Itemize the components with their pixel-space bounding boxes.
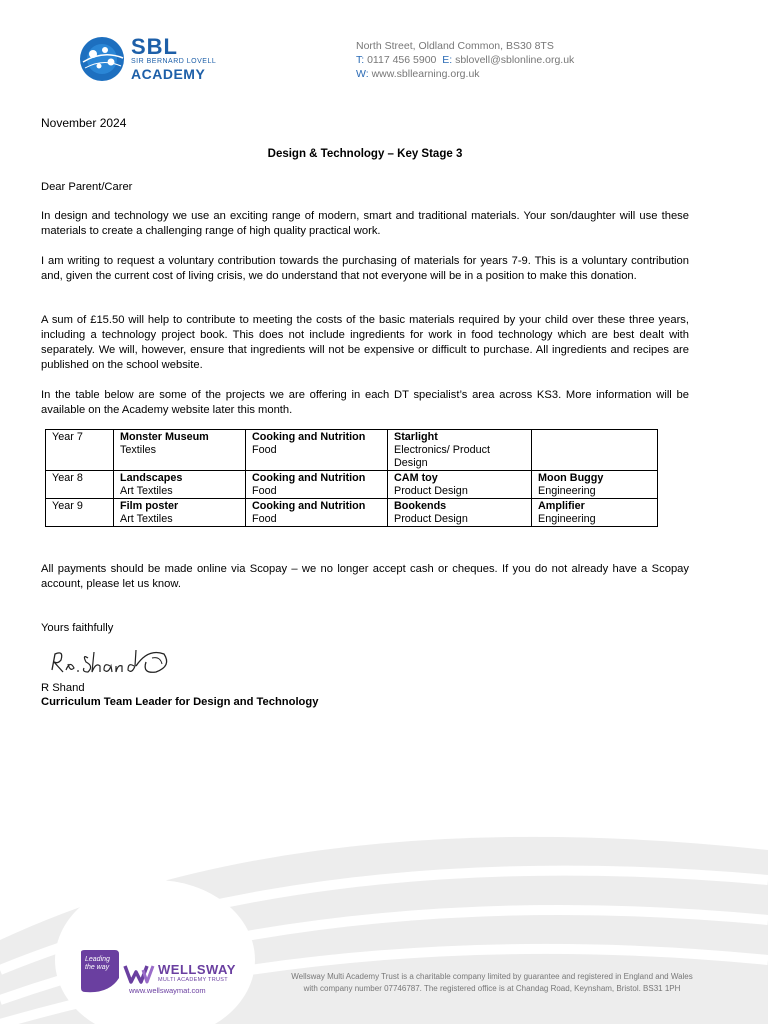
project-cell — [388, 471, 532, 499]
wellsway-name: WELLSWAY — [158, 962, 236, 977]
logo-subtitle: SIR BERNARD LOVELL — [131, 58, 217, 65]
table-row — [46, 430, 658, 471]
wellsway-subtitle: MULTI ACADEMY TRUST — [158, 977, 228, 983]
project-title: Monster Museum — [120, 431, 209, 443]
project-title: Moon Buggy — [538, 472, 604, 484]
project-subject: Textiles — [120, 444, 157, 456]
project-cell — [388, 430, 532, 471]
signature-image — [48, 644, 178, 678]
paragraph-2: I am writing to request a voluntary contribution towards the purchasing of materials for years 7-9. This is a voluntary contribution and, given the current cost of living crisis, we do understand that not everyone will be in a position to make this donation. — [41, 255, 689, 282]
footer-legal-line-2: with company number 07746787. The registered office is at Chandag Road, Keynsham, Bristol. BS31 1PH — [303, 984, 681, 993]
paragraph-3: A sum of £15.50 will help to contribute to meeting the costs of the basic materials required by your child over these three years, including a technology project book. This does not include ingredients for work in food technology which are best dealt with separately. We will, however, ensure that ingredients will not be expensive or difficult to purchase. All ingredients and recipes are published on the school website. — [41, 314, 689, 371]
project-subject: Product Design — [394, 485, 468, 497]
web-link[interactable]: www.sbllearning.org.uk — [371, 68, 480, 80]
logo-academy: ACADEMY — [131, 66, 206, 82]
school-address: North Street, Oldland Common, BS30 8TS — [356, 40, 554, 52]
closing: Yours faithfully — [41, 622, 114, 634]
project-title: Film poster — [120, 500, 179, 512]
project-cell — [532, 499, 658, 527]
project-title: Cooking and Nutrition — [252, 472, 366, 484]
project-subject: Engineering — [538, 513, 596, 525]
project-subject: Art Textiles — [120, 485, 173, 497]
project-subject: Product Design — [394, 513, 468, 525]
email-label: E: — [442, 54, 453, 66]
project-title: Cooking and Nutrition — [252, 431, 366, 443]
year-cell: Year 9 — [46, 499, 114, 527]
leading-line-2: the way — [85, 964, 110, 971]
phone-label: T: — [356, 54, 365, 66]
signer-role: Curriculum Team Leader for Design and Technology — [41, 696, 319, 708]
logo-sbl: SBL — [131, 34, 178, 59]
email-link[interactable]: sblovell@sblonline.org.uk — [455, 54, 575, 66]
letter-date: November 2024 — [41, 116, 127, 130]
letter-title: Design & Technology – Key Stage 3 — [267, 148, 463, 160]
project-cell — [114, 430, 246, 471]
project-cell — [388, 499, 532, 527]
project-title: Starlight — [394, 431, 438, 443]
project-cell — [246, 471, 388, 499]
web-line — [356, 68, 480, 80]
table-row — [46, 499, 658, 527]
project-title: Amplifier — [538, 500, 585, 512]
leading-line-1: Leading — [85, 956, 110, 963]
project-cell — [246, 430, 388, 471]
wellsway-url[interactable]: www.wellswaymat.com — [129, 986, 206, 995]
project-title: Cooking and Nutrition — [252, 500, 366, 512]
project-subject: Food — [252, 444, 277, 456]
projects-table — [45, 429, 658, 527]
paragraph-4: In the table below are some of the projects we are offering in each DT specialist’s area across KS3. More information will be available on the Academy website later this month. — [41, 389, 689, 416]
phone-number: 0117 456 5900 — [367, 54, 437, 66]
paragraph-1: In design and technology we use an exciting range of modern, smart and traditional materials. Your son/daughter will use these materials to create a challenging range of high quality practical work. — [41, 210, 689, 237]
signer-name: R Shand — [41, 682, 85, 694]
project-cell — [114, 471, 246, 499]
footer-legal-line-1: Wellsway Multi Academy Trust is a charitable company limited by guarantee and registered in England and Wales — [291, 972, 693, 981]
project-subject: Food — [252, 485, 277, 497]
project-title: CAM toy — [394, 472, 438, 484]
web-label: W: — [356, 68, 369, 80]
project-subject: Electronics/ Product Design — [394, 444, 491, 469]
year-cell: Year 7 — [46, 430, 114, 471]
project-subject: Engineering — [538, 485, 596, 497]
project-cell — [532, 430, 658, 471]
salutation: Dear Parent/Carer — [41, 181, 133, 193]
leading-the-way-text — [85, 956, 110, 972]
project-title: Bookends — [394, 500, 447, 512]
sbl-logo-icon — [79, 36, 127, 82]
project-subject: Art Textiles — [120, 513, 173, 525]
project-cell — [114, 499, 246, 527]
project-cell — [246, 499, 388, 527]
wellsway-w-icon — [123, 962, 155, 986]
project-cell — [532, 471, 658, 499]
project-subject: Food — [252, 513, 277, 525]
table-row — [46, 471, 658, 499]
paragraph-5: All payments should be made online via Scopay – we no longer accept cash or cheques. If you do not already have a Scopay account, please let us know. — [41, 563, 689, 590]
year-cell: Year 8 — [46, 471, 114, 499]
project-title: Landscapes — [120, 472, 183, 484]
contact-line — [356, 54, 574, 66]
